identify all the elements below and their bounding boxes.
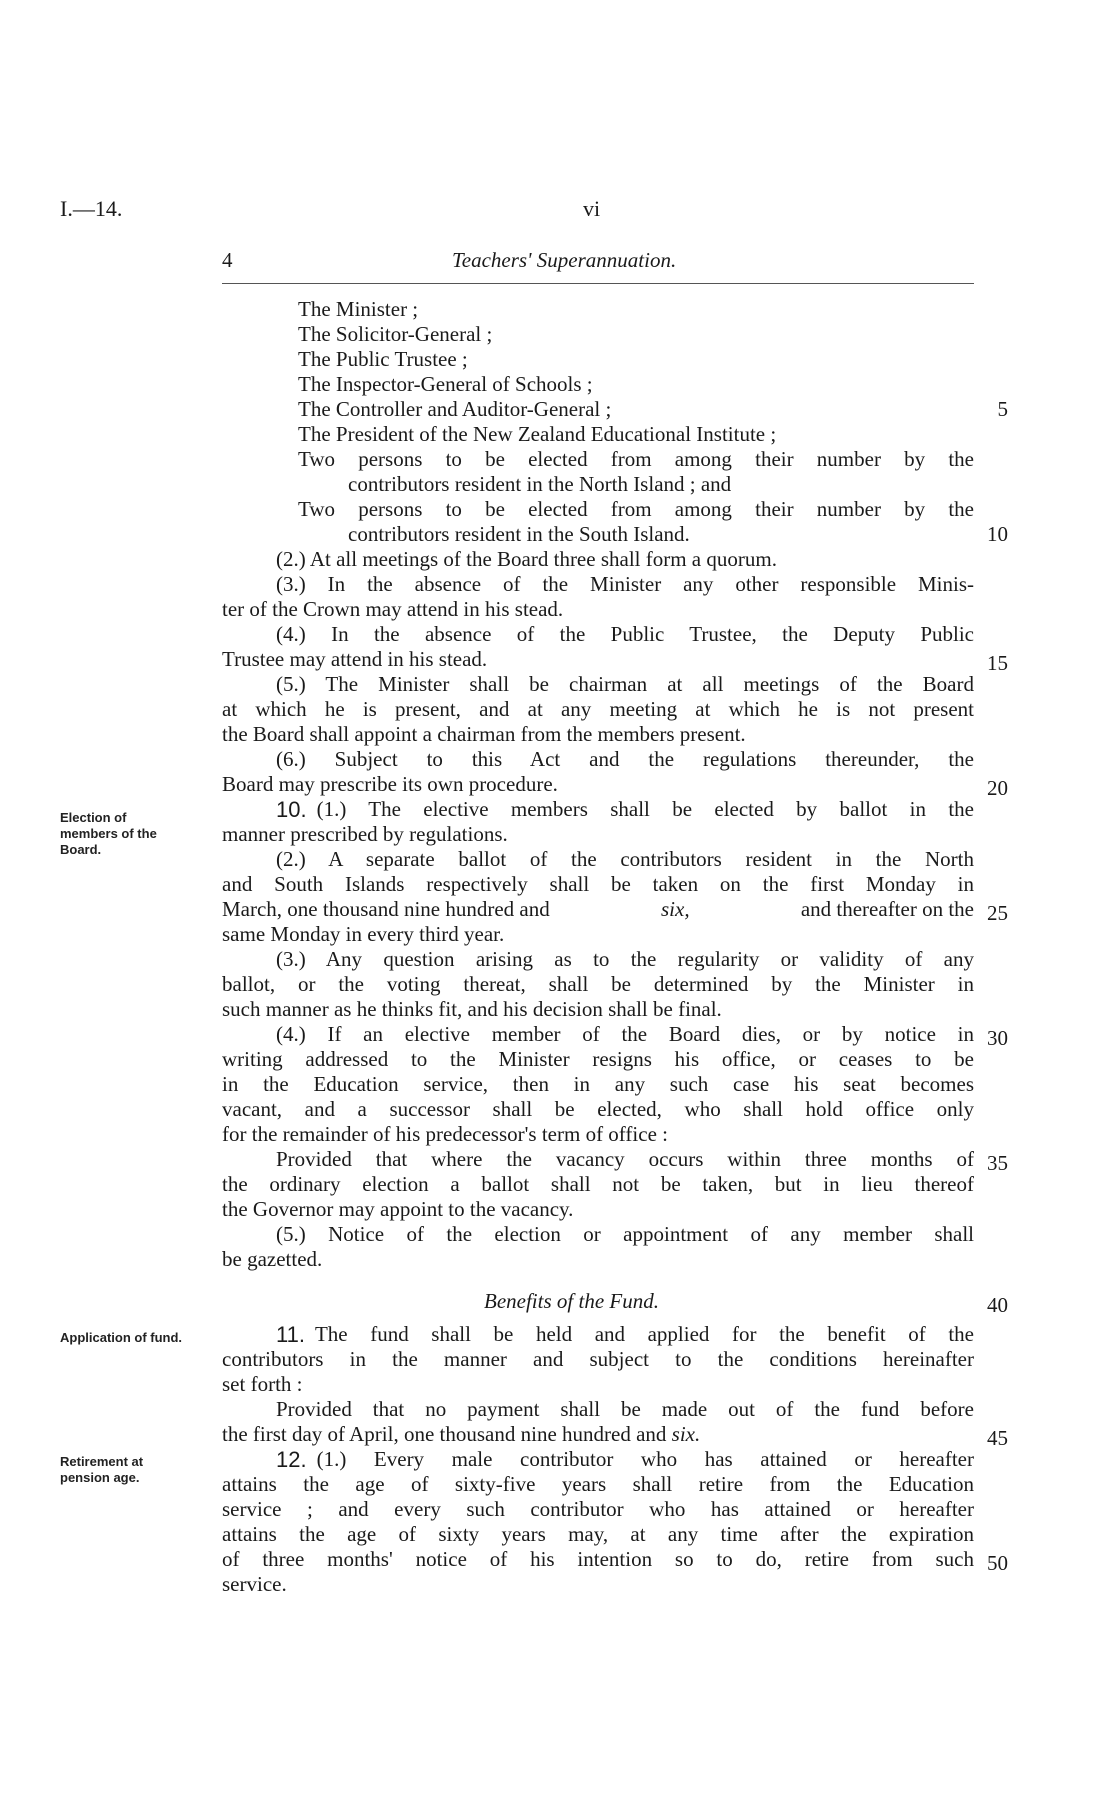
member-item: Two persons to be elected from among their number by the (298, 497, 974, 521)
subsection-text: at which he is present, and at any meeting at which he is not present (222, 697, 974, 721)
member-item: The Inspector-General of Schools ; (298, 372, 593, 396)
subsection-text: ter of the Crown may attend in his stead. (222, 597, 564, 621)
header-rule (222, 283, 974, 284)
section-text: manner prescribed by regulations. (222, 822, 508, 846)
proviso-text: Provided that where the vacancy occurs within three months of (276, 1147, 974, 1171)
section-text: be gazetted. (222, 1247, 323, 1271)
section-text: same Monday in every third year. (222, 922, 505, 946)
section-text: attains the age of sixty years may, at any time after the expiration (222, 1522, 974, 1546)
section-text: for the remainder of his predecessor's term of office : (222, 1122, 668, 1146)
section-text: service. (222, 1572, 287, 1596)
part-heading: Benefits of the Fund. (484, 1289, 659, 1313)
subsection-text: (4.) In the absence of the Public Trustee, the Deputy Public (276, 622, 974, 646)
section-text: (3.) Any question arising as to the regularity or validity of any (276, 947, 974, 971)
section-text-with-italic: March, one thousand nine hundred and six, and thereafter on the (222, 897, 974, 921)
section-text: of three months' notice of his intention so to do, retire from such (222, 1547, 974, 1571)
marginal-note-application: Application of fund. (60, 1330, 183, 1345)
member-item: The Controller and Auditor-General ; (298, 397, 612, 421)
section-text: service ; and every such contributor who has attained or hereafter (222, 1497, 974, 1521)
section-text: attains the age of sixty-five years shall retire from the Education (222, 1472, 974, 1496)
subsection-text: Board may prescribe its own procedure. (222, 772, 558, 796)
line-number: 50 (987, 1551, 1008, 1575)
section-text: (5.) Notice of the election or appointment of any member shall (276, 1222, 974, 1246)
member-item-continued: contributors resident in the South Island. (348, 522, 690, 546)
subsection-text: the Board shall appoint a chairman from the members present. (222, 722, 746, 746)
paper-reference: I.—14. (60, 196, 123, 221)
section-text: set forth : (222, 1372, 303, 1396)
section-number: 10. (276, 797, 307, 822)
bill-page-number: 4 (222, 248, 233, 272)
section-number: 12. (276, 1447, 307, 1472)
subsection-text: (2.) At all meetings of the Board three shall form a quorum. (276, 547, 777, 571)
subsection-text: Trustee may attend in his stead. (222, 647, 488, 671)
section-text: (4.) If an elective member of the Board dies, or by notice in (276, 1022, 974, 1046)
line-number: 35 (987, 1151, 1008, 1175)
marginal-note-retirement: Retirement at pension age. (60, 1454, 144, 1485)
subsection-text: (5.) The Minister shall be chairman at all meetings of the Board (276, 672, 974, 696)
section-text: such manner as he thinks fit, and his decision shall be final. (222, 997, 722, 1021)
section-number: 11. (276, 1322, 305, 1347)
proviso-text: the Governor may appoint to the vacancy. (222, 1197, 574, 1221)
line-number: 5 (997, 397, 1008, 421)
line-number: 15 (987, 651, 1008, 675)
member-item: The Public Trustee ; (298, 347, 468, 371)
line-number: 20 (987, 776, 1008, 800)
section-12-first-line: 12. (1.) Every male contributor who has attained or hereafter (276, 1447, 974, 1472)
line-number: 25 (987, 901, 1008, 925)
section-text: writing addressed to the Minister resigns his office, or ceases to be (222, 1047, 974, 1071)
section-text: (2.) A separate ballot of the contributors resident in the North (276, 847, 974, 871)
subsection-text: (6.) Subject to this Act and the regulations thereunder, the (276, 747, 974, 771)
proviso-text-with-italic: the first day of April, one thousand nine hundred and six. (222, 1422, 701, 1446)
member-item-continued: contributors resident in the North Island ; and (348, 472, 732, 496)
member-item: Two persons to be elected from among their number by the (298, 447, 974, 471)
page-number-roman: vi (583, 196, 601, 221)
line-number: 10 (987, 522, 1008, 546)
line-number: 30 (987, 1026, 1008, 1050)
proviso-text: the ordinary election a ballot shall not be taken, but in lieu thereof (222, 1172, 974, 1196)
line-number: 40 (987, 1293, 1008, 1317)
section-10-first-line: 10. (1.) The elective members shall be elected by ballot in the (276, 797, 974, 822)
section-text: ballot, or the voting thereat, shall be determined by the Minister in (222, 972, 974, 996)
marginal-note-election: Election of members of the Board. (60, 810, 157, 857)
section-text: contributors in the manner and subject to the conditions hereinafter (222, 1347, 974, 1371)
member-item: The Minister ; (298, 297, 419, 321)
proviso-text: Provided that no payment shall be made out of the fund before (276, 1397, 974, 1421)
running-title: Teachers' Superannuation. (452, 248, 677, 272)
member-item: The President of the New Zealand Educational Institute ; (298, 422, 777, 446)
section-11-first-line: 11. The fund shall be held and applied for the benefit of the (276, 1322, 974, 1347)
member-item: The Solicitor-General ; (298, 322, 493, 346)
section-text: and South Islands respectively shall be taken on the first Monday in (222, 872, 974, 896)
section-text: in the Education service, then in any such case his seat becomes (222, 1072, 974, 1096)
section-text: vacant, and a successor shall be elected, who shall hold office only (222, 1097, 974, 1121)
subsection-text: (3.) In the absence of the Minister any other responsible Minis- (276, 572, 974, 596)
line-number: 45 (987, 1426, 1008, 1450)
